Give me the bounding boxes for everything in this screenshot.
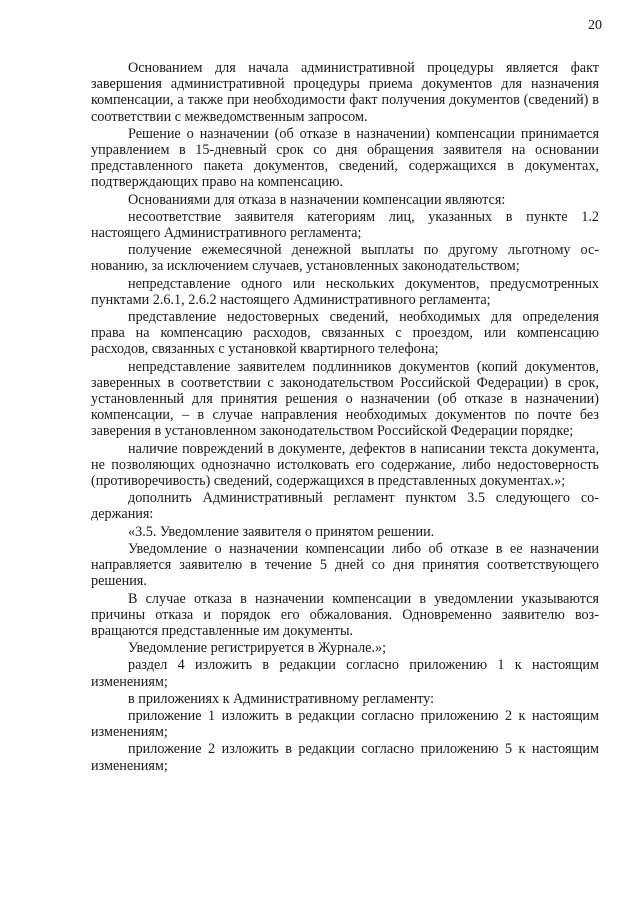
- paragraph-refusal-ground-2: получение ежемесячной денежной выплаты по другому льготному основанию, за исключением случаев, установленных законодательством;: [91, 242, 599, 275]
- paragraph-notification-term: Уведомление о назначении компенсации либо об отказе в ее назначении направляется заявителю в течение 5 дней со дня принятия соответствующего решения.: [91, 540, 599, 590]
- page-number: 20: [588, 18, 602, 33]
- paragraph-add-section-3-5: дополнить Административный регламент пунктом 3.5 следующего содержания:: [91, 490, 599, 523]
- paragraph-section-4-amendment: раздел 4 изложить в редакции согласно приложению 1 к настоящим изменениям;: [91, 657, 599, 690]
- paragraph-refusal-ground-6: наличие повреждений в документе, дефектов в написании текста документа, не позволяющих однозначно истолковать его содержание, либо недостоверность (противоречивость) сведений, содержащихся в представленных документах.»;: [91, 440, 599, 490]
- paragraph-refusal-ground-3: непредставление одного или нескольких документов, предусмотренных пунктами 2.6.1, 2.6.2 настоящего Административного регламента;: [91, 275, 599, 308]
- paragraph-appendix-1-amendment: приложение 1 изложить в редакции согласно приложению 2 к настоящим изменениям;: [91, 707, 599, 741]
- paragraph-refusal-notification: В случае отказа в назначении компенсации в уведомлении указываются причины отказа и порядок его обжалования. Одновременно заявителю возвращаются представленные им документы.: [91, 590, 599, 639]
- paragraph-refusal-ground-5: непредставление заявителем подлинников документов (копий документов, заверенных в соответствии с законодательством Российской Федерации) в срок, установленный для принятия решения о назначении (об отказе в назначении) компенсации, – в случае направления необходимых документов по почте без заверения в установленном законодательством Российской Федерации порядке;: [91, 358, 599, 440]
- paragraph-section-3-5-title: «3.5. Уведомление заявителя о принятом решении.: [128, 523, 435, 540]
- paragraph-refusal-grounds-heading: Основаниями для отказа в назначении компенсации являются:: [128, 191, 506, 208]
- paragraph-refusal-ground-4: представление недостоверных сведений, необходимых для определения права на компенсацию расходов, связанных с проездом, или компенсацию расходов, связанных с установкой квартирного телефона;: [91, 309, 599, 358]
- paragraph-decision-term: Решение о назначении (об отказе в назначении) компенсации принимается управлением в 15-дневный срок со дня обращения заявителя на основании представленного пакета документов, сведений, содержащихся в документах, подтверждающих право на компенсацию.: [91, 125, 599, 191]
- paragraph-refusal-ground-1: несоответствие заявителя категориям лиц, указанных в пункте 1.2 настоящего Административного регламента;: [91, 208, 599, 242]
- paragraph-appendices-heading: в приложениях к Административному регламенту:: [128, 690, 435, 707]
- body-text: [91, 60, 599, 775]
- paragraph-appendix-2-amendment: приложение 2 изложить в редакции согласно приложению 5 к настоящим изменениям;: [91, 741, 599, 774]
- paragraph-procedure-basis: Основанием для начала административной процедуры является факт завершения административной процедуры приема документов для назначения компенсации, а также при необходимости факт получения документов (сведений) в соответствии с межведомственным запросом.: [91, 60, 599, 125]
- paragraph-notification-registration: Уведомление регистрируется в Журнале.»;: [128, 640, 387, 657]
